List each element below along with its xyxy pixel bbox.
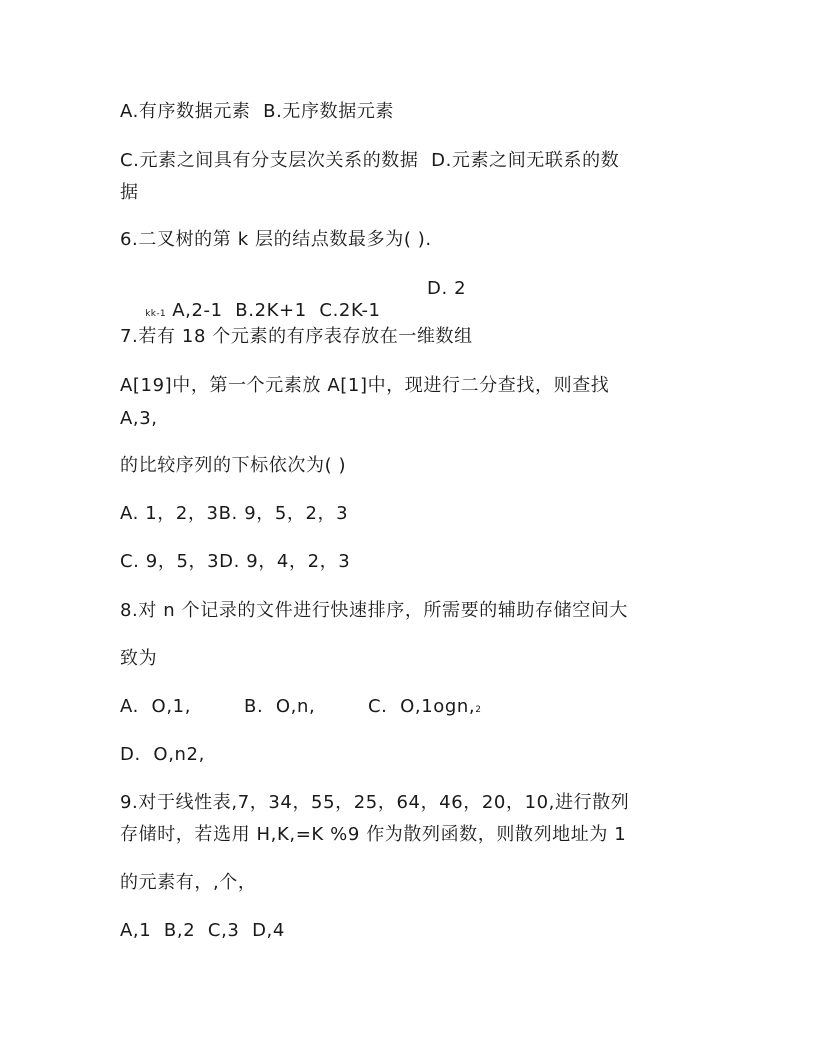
question-7-options: C. 9，5，3D. 9，4，2，3 xyxy=(120,551,351,572)
question-9-cont: 存储时，若选用 H,K,=K %9 作为散列函数，则散列地址为 1 xyxy=(120,824,627,845)
question-7-options: A. 1，2，3B. 9，5，2，3 xyxy=(120,503,349,524)
option-line-cont: 据 xyxy=(120,182,139,203)
question-9: 9.对于线性表,7，34，55，25，64，46，20，10,进行散列 xyxy=(120,792,630,813)
option-b: B. O,n, xyxy=(244,696,316,717)
question-7-cont: 的比较序列的下标依次为( ) xyxy=(120,455,347,476)
option-d: D. O,n2, xyxy=(120,744,205,765)
question-8: 8.对 n 个记录的文件进行快速排序，所需要的辅助存储空间大 xyxy=(120,600,629,621)
exponent-text: kk-1 xyxy=(145,309,166,319)
option-c-text: C. O,1ogn, xyxy=(368,696,476,717)
option-line: A.有序数据元素 B.无序数据元素 xyxy=(120,101,395,122)
question-7-cont: A,3, xyxy=(120,408,158,429)
option-a: A. O,1, xyxy=(120,696,192,717)
question-6: 6.二叉树的第 k 层的结点数最多为( ). xyxy=(120,229,432,250)
question-9-options: A,1 B,2 C,3 D,4 xyxy=(120,920,285,941)
option-d: D. 2 xyxy=(427,278,467,299)
option-c xyxy=(368,696,482,721)
option-line: C.元素之间具有分支层次关系的数据 D.元素之间无联系的数 xyxy=(120,150,620,171)
subscript-text: 2 xyxy=(475,705,482,715)
question-8-cont: 致为 xyxy=(120,648,158,669)
options-text: A,2-1 B.2K+1 C.2K-1 xyxy=(165,300,381,321)
question-9-cont: 的元素有，,个， xyxy=(120,872,257,893)
question-7-cont: A[19]中，第一个元素放 A[1]中，现进行二分查找，则查找 xyxy=(120,375,610,396)
question-7: 7.若有 18 个元素的有序表存放在一维数组 xyxy=(120,326,473,347)
